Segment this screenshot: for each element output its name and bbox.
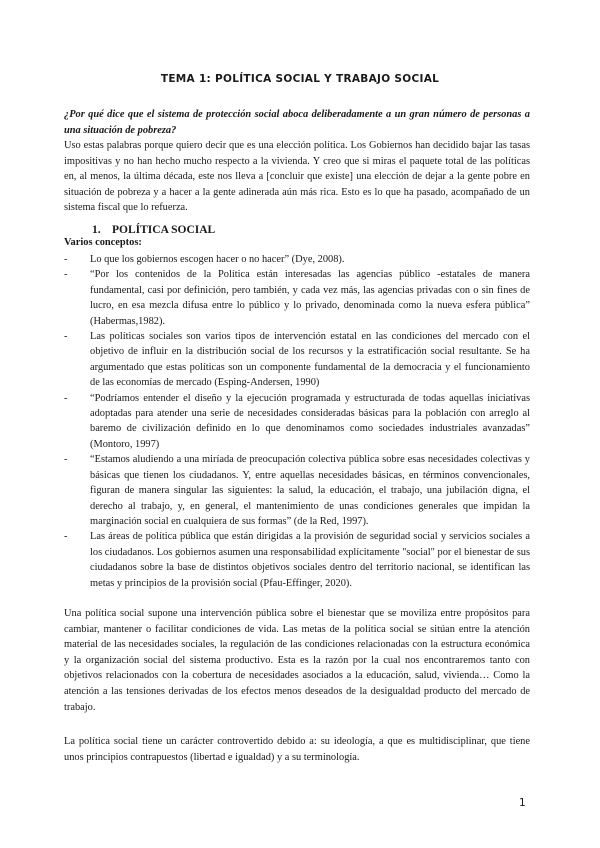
question-heading: ¿Por qué dice que el sistema de protección social aboca deliberadamente a un gran número de personas a una situación de pobreza? <box>64 109 530 136</box>
concept-list <box>64 252 530 591</box>
list-item <box>64 529 530 591</box>
page-number: 1 <box>519 797 526 809</box>
body-paragraph-2: La política social tiene un carácter controvertido debido a: su ideología, a que es multidisciplinar, que tiene unos principios contrapuestos (libertad e igualdad) y a su terminología. <box>64 736 530 763</box>
list-item <box>64 452 530 529</box>
document-title: TEMA 1: POLÍTICA SOCIAL Y TRABAJO SOCIAL <box>160 73 440 85</box>
list-item <box>64 329 530 391</box>
section-title: POLÍTICA SOCIAL <box>112 224 216 236</box>
section-number: 1. <box>92 224 101 236</box>
body-paragraph-1: Una política social supone una intervención pública sobre el bienestar que se moviliza entre propósitos para cambiar, mantener o facilitar condiciones de vida. Las metas de la política social se sitúan entre la atención material de las necesidades sociales, la regulación de las condiciones relacionadas con la estructura económica y la organización social del sistema productivo. Esta es la razón por la cual nos encontraremos tanto con objetivos relacionados con la cobertura de necesidades asociados a la educación, salud, vivienda… Como la atención a las tensiones derivadas de los efectos menos deseados de la desigualdad producto del mercado de trabajo. <box>64 608 530 713</box>
list-item-text: Las políticas sociales son varios tipos de intervención estatal en las condiciones del mercado con el objetivo de influir en la distribución social de los recursos y la estratificación social resultante. Se ha argumentado que estas políticas son un componente fundamental de la democracia y el funcionamiento de las economías de mercado (Esping-Andersen, 1990) <box>90 331 530 389</box>
bullet-marker: - <box>64 454 68 466</box>
intro-paragraph: Uso estas palabras porque quiero decir que es una elección política. Los Gobiernos han decidido bajar las tasas impositivas y no han hecho mucho respecto a la vivienda. Y creo que si miras el paquete total de las políticas en, al menos, la última década, este nos lleva a [concluir que existe] una elección de dejar a la gente pobre en situación de pobreza y a hacer a la gente adinerada aún más rica. Esto es lo que ha pasado, acompañado de un sistema fiscal que lo refuerza. <box>64 140 530 214</box>
bullet-marker: - <box>64 531 68 543</box>
list-item <box>64 252 530 267</box>
section-heading <box>92 224 215 236</box>
list-item-text: “Por los contenidos de la Política están interesadas las agencias público -estatales de manera fundamental, casi por definición, pero también, y cada vez más, las agencias privadas con o sin fines de lucro, en esa mezcla difusa entre lo público y lo privado, denominada como la nueva esfera pública” (Habermas,1982). <box>90 269 530 327</box>
list-item-text: “Podríamos entender el diseño y la ejecución programada y estructurada de todas aquellas iniciativas adoptadas para atender una serie de necesidades consideradas básicas para la población con arreglo al baremo de civilización definido en lo que denominamos como sociedades industriales avanzadas” (Montoro, 1997) <box>90 392 530 450</box>
list-item <box>64 391 530 453</box>
list-item-text: Las áreas de política pública que están dirigidas a la provisión de seguridad social y servicios sociales a los ciudadanos. Los gobiernos asumen una responsabilidad explícitamente "social" por el bienestar de sus ciudadanos sobre la base de distintos objetivos sociales dentro del territorio nacional, se identifican las metas y principios de la provisión social (Pfau-Effinger, 2020). <box>90 531 530 589</box>
list-item-text: “Estamos aludiendo a una miríada de preocupación colectiva pública sobre esas necesidades colectivas y básicas que tienen los ciudadanos. Y, entre aquellas necesidades básicas, en términos convencionales, figuran de manera singular las siguientes: la salud, la educación, el trabajo, una jubilación digna, el derecho al trabajo, y, en general, el mantenimiento de unas condiciones generales que impidan la marginación social en cualquiera de sus formas” (de la Red, 1997). <box>90 454 530 527</box>
list-item <box>64 267 530 329</box>
bullet-marker: - <box>64 331 68 343</box>
section-subheading: Varios conceptos: <box>64 237 142 248</box>
list-item-text: Lo que los gobiernos escogen hacer o no hacer” (Dye, 2008). <box>90 254 345 265</box>
bullet-marker: - <box>64 392 68 404</box>
bullet-marker: - <box>64 269 68 281</box>
bullet-marker: - <box>64 254 68 265</box>
